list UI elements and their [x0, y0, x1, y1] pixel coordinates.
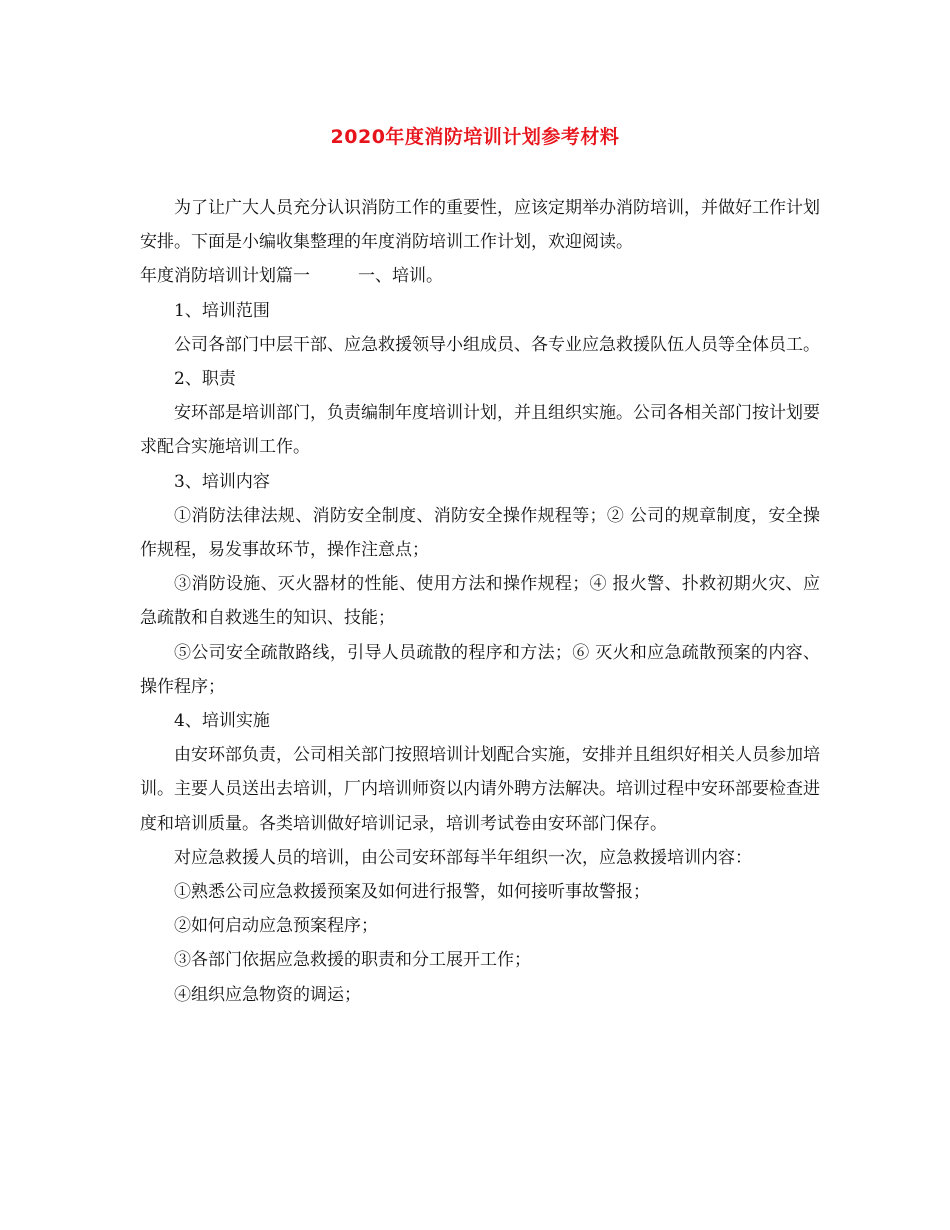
section-2-text: 安环部是培训部门，负责编制年度培训计划，并且组织实施。公司各相关部门按计划要求配合实施培训工作。: [140, 403, 820, 458]
plan-heading-line: [140, 259, 820, 293]
section-3-heading: 3、培训内容: [174, 471, 270, 492]
plan-section-heading: 一、培训。: [358, 266, 443, 287]
section-3-item: ①消防法律法规、消防安全制度、消防安全操作规程等；② 公司的规章制度，安全操作规程，易发事故环节，操作注意点；: [140, 505, 820, 561]
plan-heading: 年度消防培训计划篇一: [140, 266, 310, 287]
document-body: [140, 191, 820, 1012]
emergency-item: ①熟悉公司应急救援预案及如何进行报警，如何接听事故警报；: [174, 882, 650, 903]
section-1-text: 公司各部门中层干部、应急救援领导小组成员、各专业应急救援队伍人员等全体员工。: [174, 334, 820, 355]
emergency-intro: 对应急救援人员的培训，由公司安环部每半年组织一次，应急救援培训内容：: [174, 847, 752, 868]
section-2-heading: 2、职责: [174, 369, 236, 390]
emergency-item: ④组织应急物资的调运；: [174, 984, 361, 1005]
section-3-item: ⑤公司安全疏散路线，引导人员疏散的程序和方法；⑥ 灭火和应急疏散预案的内容、操作程序；: [140, 642, 820, 697]
emergency-item: ③各部门依据应急救援的职责和分工展开工作；: [174, 950, 531, 971]
document-title: 2020年度消防培训计划参考材料: [330, 126, 620, 148]
intro-paragraph: 为了让广大人员充分认识消防工作的重要性，应该定期举办消防培训，并做好工作计划安排。下面是小编收集整理的年度消防培训工作计划，欢迎阅读。: [140, 198, 820, 253]
section-3-item: ③消防设施、灭火器材的性能、使用方法和操作规程；④ 报火警、扑救初期火灾、应急疏散和自救逃生的知识、技能；: [140, 574, 820, 629]
section-1-heading: 1、培训范围: [174, 300, 270, 321]
emergency-item: ②如何启动应急预案程序；: [174, 916, 378, 937]
section-4-text: 由安环部负责，公司相关部门按照培训计划配合实施，安排并且组织好相关人员参加培训。主要人员送出去培训，厂内培训师资以内请外聘方法解决。培训过程中安环部要检查进度和培训质量。各类培训做好培训记录，培训考试卷由安环部门保存。: [140, 745, 820, 834]
section-4-heading: 4、培训实施: [174, 711, 270, 732]
